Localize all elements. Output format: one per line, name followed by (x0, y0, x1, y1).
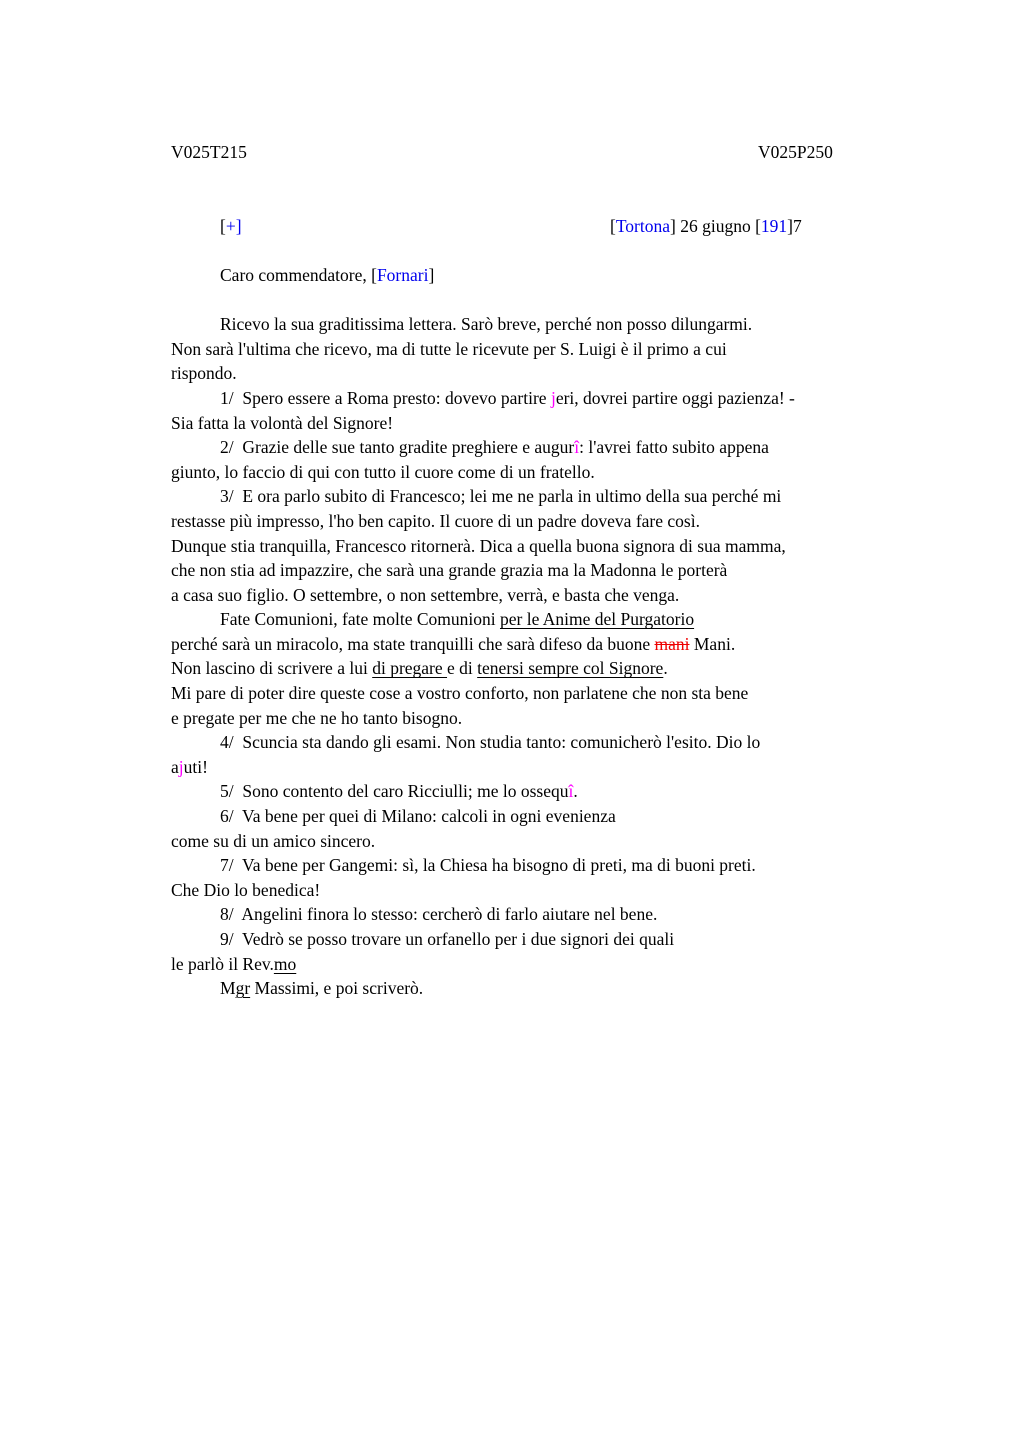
text-line (171, 829, 931, 854)
text-line (171, 878, 931, 903)
text-line (171, 976, 931, 1001)
text-line (171, 583, 931, 608)
text-run: Dunque stia tranquilla, Francesco ritornerà. Dica a quella buona signora di sua mamma, (171, 535, 786, 556)
text-run: e di (447, 658, 478, 679)
text-run: giunto, lo faccio di qui con tutto il cuore come di un fratello. (171, 461, 595, 482)
text-run: î (574, 437, 580, 458)
text-run: tenersi sempre col Signore (477, 658, 664, 679)
text-run: per le Anime del Purgatorio (499, 609, 695, 630)
text-run: 5/ Sono contento del caro Ricciulli; me lo ossequ (220, 781, 569, 802)
text-run: 7/ Va bene per Gangemi: sì, la Chiesa ha bisogno di preti, ma di buoni preti. (220, 855, 756, 876)
text-run: Fornari (376, 264, 429, 285)
text-line (171, 755, 931, 780)
text-run: 1/ Spero essere a Roma presto: dovevo partire (220, 387, 551, 408)
letter-body (171, 140, 931, 1001)
text-line (171, 607, 931, 632)
text-run: 9/ Vedrò se posso trovare un orfanello per i due signori dei quali (220, 929, 675, 949)
date-line (171, 214, 931, 239)
text-line (171, 534, 931, 559)
text-line (171, 312, 931, 337)
text-run: . (573, 781, 578, 802)
text-line (171, 411, 931, 436)
text-run: ] (235, 215, 242, 236)
text-line (171, 509, 931, 534)
text-run: le parlò il Rev. (171, 953, 274, 974)
text-line (171, 902, 931, 927)
reference-right (758, 140, 833, 165)
reference-left: V025T215 (171, 142, 247, 162)
text-run: gr (235, 978, 251, 999)
text-run: di pregare (372, 658, 448, 679)
text-run: 4/ Scuncia sta dando gli esami. Non studia tanto: comunicherò l'esito. Dio lo (220, 732, 761, 753)
text-run: Fate Comunioni, fate molte Comunioni (220, 609, 500, 630)
text-line (171, 558, 931, 583)
text-run: ]7 (787, 215, 802, 236)
text-line (171, 681, 931, 706)
text-run: : l'avrei fatto subito appena (579, 437, 769, 458)
text-run: 8/ Angelini finora lo stesso: cercherò di farlo aiutare nel bene. (220, 904, 658, 925)
reference-line (171, 140, 931, 165)
text-run: uti! (183, 756, 208, 777)
text-run: Non sarà l'ultima che ricevo, ma di tutte le ricevute per S. Luigi è il primo a cui (171, 338, 727, 359)
salutation-line (171, 263, 931, 288)
place-date (610, 214, 802, 239)
text-run: Sia fatta la volontà del Signore! (171, 412, 394, 433)
text-run: eri, dovrei partire oggi pazienza! - (555, 387, 795, 408)
text-run: 191 (760, 215, 788, 236)
text-run: perché sarà un miracolo, ma state tranquilli che sarà difeso da buone (171, 633, 655, 654)
text-run: Massimi, e poi scriverò. (250, 978, 424, 999)
text-line (171, 804, 931, 829)
text-run: e pregate per me che ne ho tanto bisogno. (171, 707, 463, 728)
text-run: Che Dio lo benedica! (171, 879, 321, 900)
text-run: ] (428, 264, 435, 285)
text-run: 2/ Grazie delle sue tanto gradite preghiere e augur (220, 437, 575, 458)
text-line (171, 460, 931, 485)
blank-line (171, 189, 931, 214)
text-run: [ (610, 215, 616, 236)
text-run: î (568, 781, 574, 802)
text-run: ] 26 giugno [ (670, 215, 761, 236)
text-run: 6/ Va bene per quei di Milano: calcoli in ogni evenienza (220, 806, 616, 827)
text-run: [ (220, 215, 226, 236)
text-run: . (663, 658, 668, 679)
text-run: Mani. (689, 633, 736, 654)
text-line (171, 656, 931, 681)
text-run: Caro commendatore, [ (220, 264, 377, 285)
text-line (171, 386, 931, 411)
text-line (171, 632, 931, 657)
text-run: j (550, 387, 556, 408)
text-run: a (171, 756, 179, 777)
text-run: 3/ E ora parlo subito di Francesco; lei me ne parla in ultimo della sua perché mi (220, 486, 782, 507)
text-run: V025P250 (758, 142, 833, 162)
deleted-word: mani (654, 633, 690, 654)
text-line (171, 706, 931, 731)
text-run: che non stia ad impazzire, che sarà una grande grazia ma la Madonna le porterà (171, 560, 728, 581)
text-line (171, 484, 931, 509)
text-run: Non lascino di scrivere a lui (171, 658, 373, 679)
text-run: rispondo. (171, 363, 237, 384)
text-run: come su di un amico sincero. (171, 830, 376, 851)
text-line (171, 779, 931, 804)
text-line (171, 952, 931, 977)
blank-line (171, 238, 931, 263)
text-run: M (220, 978, 236, 999)
text-run: Tortona (615, 215, 671, 236)
text-line (171, 337, 931, 362)
blank-line (171, 288, 931, 313)
text-line (171, 730, 931, 755)
text-line (171, 853, 931, 878)
text-run: j (178, 756, 184, 777)
blank-line (171, 165, 931, 190)
text-run: mo (273, 953, 297, 974)
text-line (171, 927, 931, 952)
text-run: restasse più impresso, l'ho ben capito. Il cuore di un padre doveva fare così. (171, 510, 700, 531)
text-run: a casa suo figlio. O settembre, o non settembre, verrà, e basta che venga. (171, 584, 680, 605)
text-run: Mi pare di poter dire queste cose a vostro conforto, non parlatene che non sta bene (171, 683, 749, 704)
text-line (171, 361, 931, 386)
text-run: Ricevo la sua graditissima lettera. Sarò breve, perché non posso dilungarmi. (220, 314, 753, 335)
text-line (171, 435, 931, 460)
cross-mark: + (225, 215, 236, 236)
